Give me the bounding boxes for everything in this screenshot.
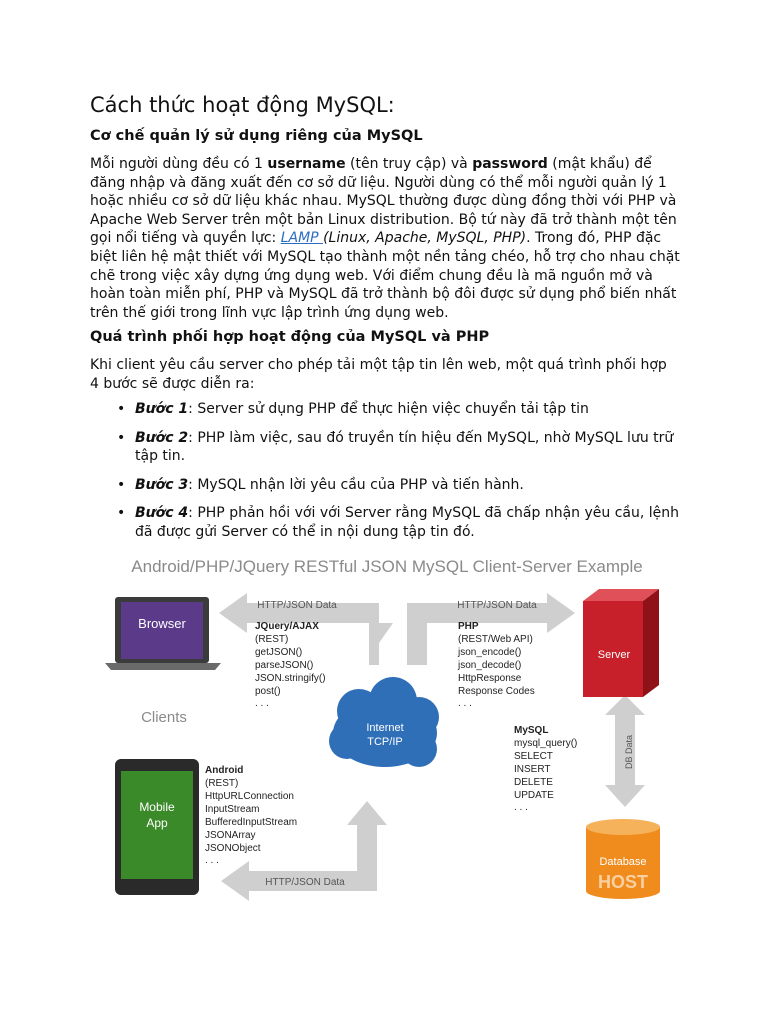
password-term: password	[472, 156, 548, 172]
client-server-diagram	[97, 545, 677, 905]
svg-text:getJSON(): getJSON()	[255, 647, 303, 658]
svg-text:UPDATE: UPDATE	[514, 790, 554, 801]
page-title: Cách thức hoạt động MySQL:	[90, 93, 395, 117]
svg-text:InputStream: InputStream	[205, 804, 260, 815]
arrow-label: HTTP/JSON Data	[257, 600, 337, 611]
svg-text:json_decode(): json_decode()	[458, 660, 522, 671]
android-list	[205, 765, 297, 866]
arrow-label: HTTP/JSON Data	[457, 600, 537, 611]
server-icon	[583, 589, 659, 697]
svg-text:DELETE: DELETE	[514, 777, 553, 788]
section-heading-management: Cơ chế quản lý sử dụng riêng của MySQL	[90, 128, 423, 144]
svg-text:JSONArray: JSONArray	[205, 830, 256, 841]
browser-label: Browser	[138, 616, 186, 631]
laptop-icon	[105, 597, 221, 670]
list-item: • Bước 1: Server sử dụng PHP để thực hiện việc chuyển tải tập tin	[117, 401, 589, 417]
svg-text:Android: Android	[205, 765, 244, 776]
svg-text:HttpResponse: HttpResponse	[458, 673, 522, 684]
svg-text:post(): post()	[255, 686, 281, 697]
svg-text:PHP: PHP	[458, 621, 479, 632]
paragraph-intro: Khi client yêu cầu server cho phép tải một tập tin lên web, một quá trình phối hợp 4 bước sẽ được diễn ra:	[90, 357, 667, 392]
svg-text:SELECT: SELECT	[514, 751, 553, 762]
svg-text:JSON.stringify(): JSON.stringify()	[255, 673, 326, 684]
server-label: Server	[597, 649, 631, 661]
svg-text:. . .: . . .	[205, 855, 219, 866]
internet-label: Internet	[366, 722, 404, 734]
svg-text:(REST): (REST)	[255, 634, 289, 645]
username-term: username	[267, 156, 346, 172]
list-item: • Bước 4: PHP phản hồi với với Server rằng MySQL đã chấp nhận yêu cầu, lệnh đã được gửi Server có thể in nội dung tập tin đó.	[117, 505, 680, 540]
svg-text:(REST): (REST)	[205, 778, 239, 789]
mobile-app-label: App	[146, 816, 168, 830]
svg-text:Response Codes: Response Codes	[458, 686, 535, 697]
php-list	[457, 621, 535, 709]
svg-text:INSERT: INSERT	[514, 764, 551, 775]
svg-text:. . .: . . .	[514, 802, 528, 813]
mobile-app-label: Mobile	[139, 800, 175, 814]
svg-text:. . .: . . .	[458, 698, 472, 709]
svg-text:JSONObject: JSONObject	[205, 843, 261, 854]
diagram-title: Android/PHP/JQuery RESTful JSON MySQL Client-Server Example	[131, 557, 643, 576]
db-data-label: DB Data	[624, 734, 634, 770]
section-heading-coordination: Quá trình phối hợp hoạt động của MySQL và PHP	[90, 329, 490, 345]
clients-label: Clients	[141, 709, 187, 726]
host-logo-text: HOST	[597, 872, 649, 892]
database-label: Database	[599, 856, 647, 868]
svg-text:MySQL: MySQL	[514, 725, 549, 736]
lamp-link[interactable]: LAMP	[280, 230, 324, 247]
internet-label: TCP/IP	[367, 736, 403, 748]
list-item: • Bước 2: PHP làm việc, sau đó truyền tín hiệu đến MySQL, nhờ MySQL lưu trữ tập tin.	[117, 429, 674, 465]
svg-text:HttpURLConnection: HttpURLConnection	[205, 791, 294, 802]
jquery-list	[255, 621, 326, 709]
svg-text:JQuery/AJAX: JQuery/AJAX	[255, 621, 319, 632]
list-item: • Bước 3: MySQL nhận lời yêu cầu của PHP và tiến hành.	[117, 476, 524, 493]
steps-list	[90, 400, 680, 552]
svg-text:. . .: . . .	[255, 698, 269, 709]
paragraph-management: Mỗi người dùng đều có 1 username (tên truy cập) và password (mật khẩu) để đăng nhập và đăng xuất đến cơ sở dữ liệu. Người dùng có thể mỗi người quản lý 1 hoặc nhiều cơ sở dữ liệu khác nhau. MySQL thường được dùng đồng thời với PHP và Apache Web Server trên một bản Linux distribution. Bộ tứ này đã trở thành một tên gọi nổi tiếng và quyền lực: LAMP (Linux, Apache, MySQL, PHP). Trong đó, PHP đặc biệt liên hệ mật thiết với MySQL tạo thành một nền tảng chéo, hỗ trợ cho nhau chặt chẽ trong việc xây dựng ứng dụng web. Với điểm chung đều là mã nguồn mở và hoàn toàn miễn phí, PHP và MySQL đã trở thành bộ đôi được sử dụng phổ biến nhất trên thế giới trong lĩnh vực lập trình ứng dụng web.	[90, 156, 680, 321]
svg-text:BufferedInputStream: BufferedInputStream	[205, 817, 298, 828]
svg-text:(REST/Web API): (REST/Web API)	[458, 634, 533, 645]
svg-text:parseJSON(): parseJSON()	[255, 660, 314, 671]
svg-text:json_encode(): json_encode()	[458, 647, 522, 658]
mysql-list	[514, 725, 577, 813]
svg-text:mysql_query(): mysql_query()	[514, 738, 578, 749]
arrow-label: HTTP/JSON Data	[265, 877, 345, 888]
